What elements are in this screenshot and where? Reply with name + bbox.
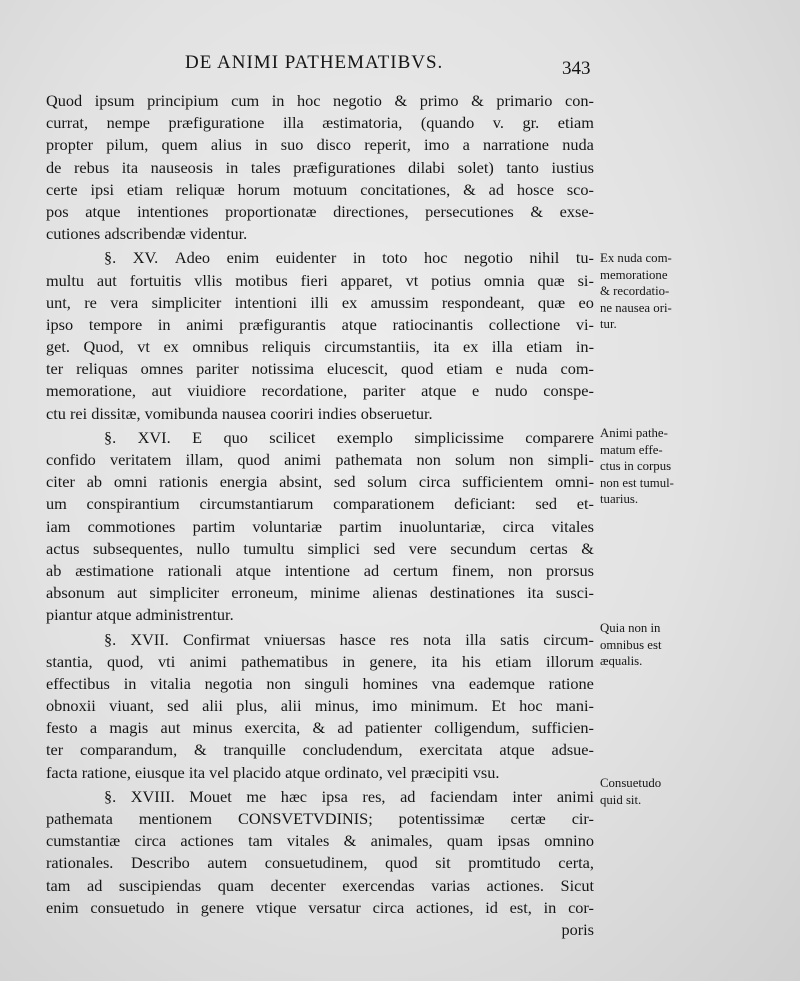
margin-note-line: memoratione: [600, 267, 668, 282]
margin-note-xviii: [600, 775, 795, 808]
text-line: Quod ipsum principium cum in hoc negotio & primo & primario con-: [46, 91, 594, 110]
text-line: de rebus ita nauseosis in tales præfigurationes dilabi solet) tanto iustius: [46, 157, 594, 177]
text-line: rationales. Describo autem consuetudinem, quod sit promtitudo certa,: [46, 853, 594, 873]
margin-note-xv: [600, 250, 795, 333]
margin-note-xvi: [600, 425, 795, 508]
text-line: confido veritatem illam, quod animi pathemata non solum non simpli-: [46, 450, 594, 469]
text-line: obnoxii viuant, sed alii plus, alii minus, imo minimum. Et hoc mani-: [46, 696, 594, 716]
margin-note-line: ne nausea ori-: [600, 300, 672, 315]
text-line: ter reliquas omnes pariter notissima elucescit, quod etiam e nuda com-: [46, 359, 594, 379]
main-text: [46, 90, 594, 941]
section-heading-line: §. XVIII. Mouet me hæc ipsa res, ad faciendam inter animi: [104, 786, 594, 806]
text-line: multu aut fortuitis vllis motibus fieri apparet, vt potius omnia quæ si-: [46, 270, 594, 290]
text-line: get. Quod, vt ex omnibus reliquis circumstantiis, ita ex illa etiam in-: [46, 337, 594, 357]
margin-note-line: quid sit.: [600, 792, 642, 807]
text-line: ab æstimatione rationali atque intentione ad certum finem, non prorsus: [46, 560, 594, 580]
text-line: stantia, quod, vti animi pathematibus in genere, ita his etiam illorum: [46, 651, 594, 671]
margin-note-line: Quia non in: [600, 621, 661, 635]
text-line: festo a magis aut minus exercita, & ad patienter colligendum, sufficien-: [46, 718, 594, 738]
text-line: ctu rei dissitæ, vomibunda nausea cooriri indies obseruetur.: [46, 403, 433, 423]
paragraph-xvii: [46, 629, 594, 784]
margin-note-line: & recordatio-: [600, 284, 670, 298]
text-line: unt, re vera simpliciter intentioni illi ex amussim respondeant, quæ eo: [46, 292, 594, 312]
margin-note-line: tur.: [600, 317, 617, 331]
text-line: citer ab omni rationis energia absint, sed solum circa sufficientem omni-: [46, 472, 594, 492]
text-line: cumstantiæ circa actiones tam vitales & animales, quam ipsas omnino: [46, 831, 594, 851]
margin-note-line: non est tumul-: [600, 475, 674, 490]
text-line: effectibus in vitalia negotia non singuli homines vna eademque ratione: [46, 673, 594, 693]
section-heading-line: §. XV. Adeo enim euidenter in toto hoc negotio nihil tu-: [104, 248, 594, 268]
running-title: DE ANIMI PATHEMATIBVS.: [185, 52, 444, 73]
text-line: tam ad suscipiendas quam decenter exercendas varias actiones. Sicut: [46, 875, 594, 895]
margin-note-line: Ex nuda com-: [600, 251, 672, 265]
section-heading-line: §. XVII. Confirmat vniuersas hasce res nota illa satis circum-: [104, 629, 594, 649]
text-line: memoratione, aut viuidiore recordatione, pariter atque e nudo conspe-: [46, 381, 594, 401]
text-line: propter pilum, quem alius in suo disco reperit, imo a narratione nuda: [46, 135, 594, 155]
text-line: facta ratione, eiusque ita vel placido atque ordinato, vel præcipiti vsu.: [46, 762, 500, 782]
text-line: ipso tempore in animi præfigurantis atque ratiocinantis collectione vi-: [46, 314, 594, 334]
margin-note-line: matum effe-: [600, 442, 663, 457]
text-line: enim consuetudo in genere vtique versatur circa actiones, id est, in cor-: [46, 897, 594, 917]
margin-note-xvii: [600, 620, 795, 670]
text-line: cutiones adscribendæ videntur.: [46, 224, 248, 244]
text-line: piantur atque administrentur.: [46, 605, 234, 625]
catchword: poris: [561, 919, 594, 939]
text-line: currat, nempe præfiguratione illa æstimatoria, (quando v. gr. etiam: [46, 113, 594, 133]
text-line: ter comparandum, & tranquille concludendum, exercitata atque adsue-: [46, 740, 594, 760]
margin-note-line: omnibus est: [600, 637, 662, 652]
text-line: absonum aut simpliciter erroneum, minime alienas destinationes ita susci-: [46, 583, 594, 603]
margin-note-line: ctus in corpus: [600, 459, 672, 473]
section-heading-line: §. XVI. E quo scilicet exemplo simplicissime comparere: [104, 427, 594, 447]
text-line: pathemata mentionem CONSVETVDINIS; potentissimæ certæ cir-: [46, 809, 594, 828]
margin-note-line: Animi pathe-: [600, 426, 668, 440]
paragraph-1: [46, 90, 594, 245]
margin-note-line: tuarius.: [600, 492, 639, 506]
text-line: actus subsequentes, nullo tumultu simplici sed vere secundum certas &: [46, 538, 594, 558]
text-line: certe ipsi etiam reliquæ horum motuum concitationes, & ad hosce sco-: [46, 179, 594, 199]
paragraph-xv: [46, 247, 594, 425]
paragraph-xvi: [46, 427, 594, 627]
margin-note-line: Consuetudo: [600, 776, 662, 790]
paragraph-xviii: [46, 786, 594, 919]
page-number: 343: [562, 58, 591, 79]
text-line: um conspirantium circumstantiarum comparationem deficiant: sed et-: [46, 494, 594, 514]
text-line: iam commotiones partim voluntariæ partim inuoluntariæ, circa vitales: [46, 516, 594, 536]
margin-note-line: æqualis.: [600, 654, 643, 668]
text-line: pos atque intentiones proportionatæ directiones, persecutiones & exse-: [46, 201, 594, 221]
